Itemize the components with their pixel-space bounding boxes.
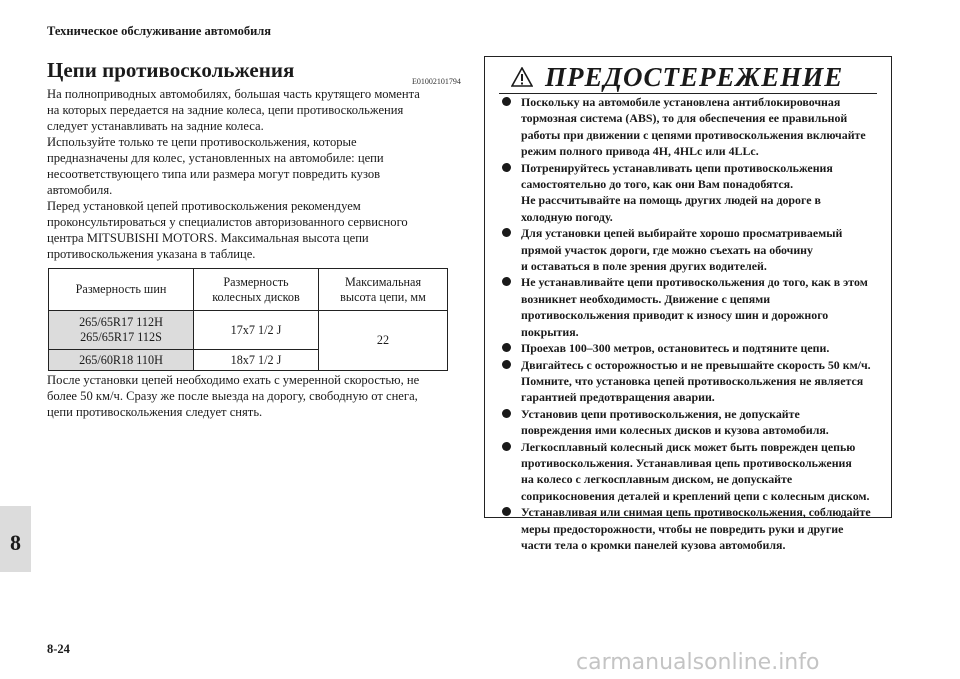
tire-size-cell: 265/60R18 110H [49, 350, 194, 371]
section-title: Цепи противоскольжения [47, 58, 295, 82]
bullet-icon [502, 163, 511, 172]
bullet-icon [502, 442, 511, 451]
warning-item-text: Проехав 100–300 метров, остановитесь и подтяните цепи. [521, 341, 830, 356]
warning-triangle-icon [511, 67, 533, 87]
wheel-size-cell: 17x7 1/2 J [194, 311, 319, 350]
warning-item-text: Устанавливая или снимая цепь противоскольжения, соблюдайте меры предосторожности, чтобы не повредить руки и другие части тела о кромки панелей кузова автомобиля. [521, 505, 871, 552]
header-max-height: Максимальная высота цепи, мм [319, 269, 448, 311]
paragraph-after-install: После установки цепей необходимо ехать с умеренной скоростью, не более 50 км/ч. Сразу же после выезда на дорогу, свободную от снега, цепи противоскольжения следует снять. [47, 373, 420, 420]
chain-spec-table [48, 268, 448, 371]
warning-header [499, 61, 877, 94]
warning-item [499, 357, 889, 406]
warning-item [499, 94, 889, 160]
warning-item [499, 504, 889, 553]
bullet-icon [502, 409, 511, 418]
bullet-icon [502, 360, 511, 369]
wheel-size-cell: 18x7 1/2 J [194, 350, 319, 371]
warning-item-text: Легкосплавный колесный диск может быть поврежден цепью противоскольжения. Устанавливая цепь противоскольжения на колесо с легкосплавным диском, не допускайте соприкосновения деталей и креплений цепи с колесным диском. [521, 439, 870, 503]
warning-item [499, 160, 889, 226]
table-header-row [49, 269, 448, 311]
bullet-icon [502, 277, 511, 286]
chapter-number: 8 [10, 530, 21, 555]
warning-item [499, 406, 889, 439]
running-header: Техническое обслуживание автомобиля [47, 24, 272, 38]
warning-item-text: Поскольку на автомобиле установлена антиблокировочная тормозная система (ABS), то для обеспечения ее правильной работы при движении с цепями противоскольжения включайте режим полного привода 4H, 4HLc или 4LLc. [521, 95, 866, 159]
paragraph-consult-dealer: Перед установкой цепей противоскольжения рекомендуем проконсультироваться у специалистов авторизованного сервисного центра MITSUBISHI MOTORS. Максимальная высота цепи противоскольжения указана в таблице. [47, 199, 408, 262]
warning-item [499, 340, 889, 356]
warning-item [499, 225, 889, 274]
tire-size-cell: 265/65R17 112H 265/65R17 112S [49, 311, 194, 350]
page-number: 8-24 [47, 642, 70, 656]
document-code: E01002101794 [412, 77, 461, 86]
max-height-cell: 22 [319, 311, 448, 371]
warning-item [499, 439, 889, 505]
warning-item [499, 274, 889, 340]
warning-title: ПРЕДОСТЕРЕЖЕНИЕ [545, 62, 844, 92]
watermark: carmanualsonline.info [576, 650, 820, 675]
chapter-tab [0, 506, 31, 572]
warning-item-text: Двигайтесь с осторожностью и не превышайте скорость 50 км/ч. Помните, что установка цепей противоскольжения не является гарантией предотвращения аварии. [521, 357, 871, 405]
warning-item-text: Для установки цепей выбирайте хорошо просматриваемый прямой участок дороги, где можно съехать на обочину и оставаться в поле зрения других водителей. [521, 226, 843, 274]
bullet-icon [502, 343, 511, 352]
table-row [49, 311, 448, 350]
paragraph-chain-type: Используйте только те цепи противоскольжения, которые предназначены для колес, установленных на автомобиле: цепи несоответствующего типа или размера могут повредить кузов автомобиля. [47, 135, 384, 198]
warning-item-text: Потренируйтесь устанавливать цепи противоскольжения самостоятельно до того, как они Вам понадобятся. Не рассчитывайте на помощь других людей на дороге в холодную погоду. [521, 160, 833, 224]
bullet-icon [502, 97, 511, 106]
warning-list [499, 94, 889, 553]
bullet-icon [502, 228, 511, 237]
header-tire-size: Размерность шин [49, 269, 194, 311]
bullet-icon [502, 507, 511, 516]
header-wheel-size: Размерность колесных дисков [194, 269, 319, 311]
paragraph-rear-wheels: На полноприводных автомобилях, большая часть крутящего момента на которых передается на задние колеса, цепи противоскольжения следует устанавливать на задние колеса. [47, 87, 420, 134]
warning-box [484, 56, 892, 552]
warning-item-text: Не устанавливайте цепи противоскольжения до того, как в этом возникнет необходимость. Движение с цепями противоскольжения приводит к износу шин и дорожного покрытия. [521, 275, 868, 339]
warning-item-text: Установив цепи противоскольжения, не допускайте повреждения ими колесных дисков и кузова автомобиля. [521, 406, 829, 438]
